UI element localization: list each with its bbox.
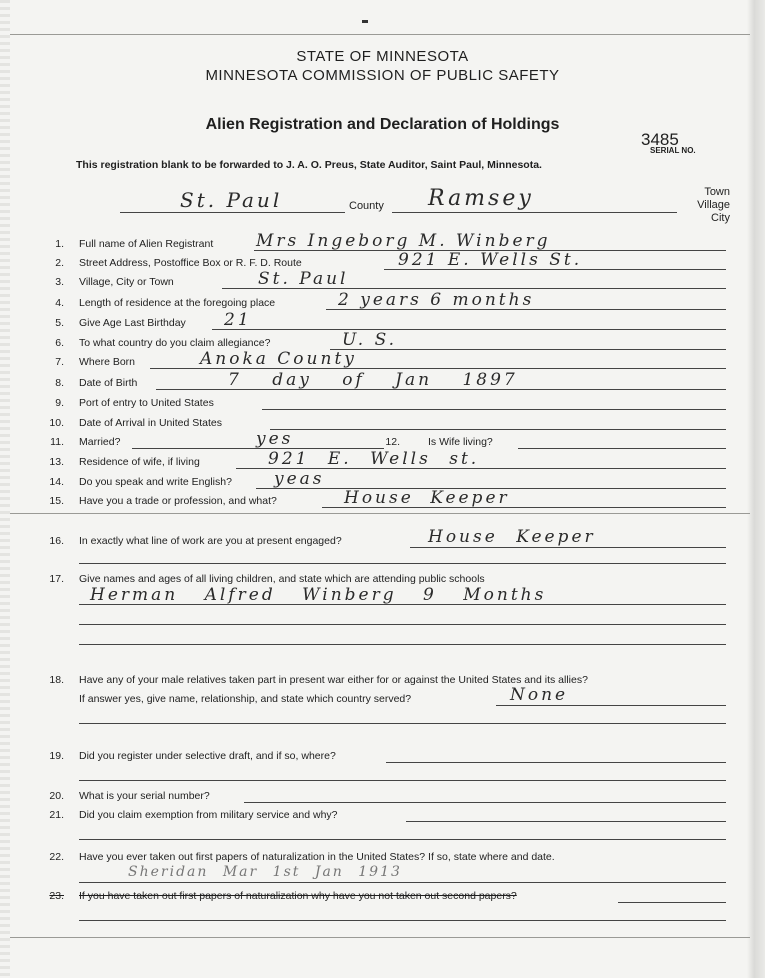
field-4-number: 4. [55, 297, 64, 309]
field-12-label: Is Wife living? [428, 436, 493, 448]
field-8-label: Date of Birth [79, 377, 138, 389]
field-2-value: 921 E. Wells St. [398, 250, 583, 270]
commission-heading: MINNESOTA COMMISSION OF PUBLIC SAFETY [205, 67, 560, 84]
field-9-number: 9. [55, 397, 64, 409]
field-22-label: Have you ever taken out first papers of naturalization in the United States? If so, state where and date. [79, 851, 555, 863]
field-6-number: 6. [55, 337, 64, 349]
field-20-rule [244, 802, 726, 803]
town-value: St. Paul [180, 188, 283, 212]
field-16-value: House Keeper [428, 527, 596, 547]
field-19-number: 19. [49, 750, 64, 762]
field-19-rule-2 [79, 780, 726, 781]
field-10-rule [270, 429, 726, 430]
field-13-number: 13. [49, 456, 64, 468]
serial-label: SERIAL NO. [650, 146, 696, 155]
field-4-rule [326, 309, 726, 310]
field-1-number: 1. [55, 238, 64, 250]
field-8-number: 8. [55, 377, 64, 389]
field-8-value: 7 day of Jan 1897 [228, 370, 518, 390]
field-11-value: yes [256, 429, 294, 449]
hole-mark [362, 20, 368, 23]
field-18-label-2: If answer yes, give name, relationship, and state which country served? [79, 693, 412, 705]
field-21-rule-2 [79, 839, 726, 840]
field-15-rule [322, 507, 726, 508]
field-7-number: 7. [55, 356, 64, 368]
state-heading: STATE OF MINNESOTA [296, 48, 469, 65]
field-7-value: Anoka County [200, 349, 357, 369]
field-23-number: 23. [49, 890, 64, 902]
village-label: Village [697, 199, 730, 211]
field-3-number: 3. [55, 276, 64, 288]
field-15-value: House Keeper [344, 488, 510, 508]
field-17-rule-2 [79, 624, 726, 625]
field-19-label: Did you register under selective draft, and if so, where? [79, 750, 336, 762]
field-4-value: 2 years 6 months [338, 290, 535, 310]
field-18-rule [496, 705, 726, 706]
field-3-rule [222, 288, 726, 289]
city-label: City [711, 212, 730, 224]
field-1-label: Full name of Alien Registrant [79, 238, 214, 250]
field-16-number: 16. [49, 535, 64, 547]
field-5-value: 21 [224, 310, 252, 330]
field-21-label: Did you claim exemption from military service and why? [79, 809, 338, 821]
field-18-label: Have any of your male relatives taken part in present war either for or against the United States and its allies? [79, 674, 588, 686]
field-18-number: 18. [49, 674, 64, 686]
field-23-label: If you have taken out first papers of naturalization why have you not taken out second papers? [79, 890, 517, 902]
field-14-number: 14. [49, 476, 64, 488]
field-5-label: Give Age Last Birthday [79, 317, 186, 329]
field-10-label: Date of Arrival in United States [79, 417, 222, 429]
field-13-label: Residence of wife, if living [79, 456, 200, 468]
field-6-label: To what country do you claim allegiance? [79, 337, 271, 349]
field-22-value: Sheridan Mar 1st Jan 1913 [128, 864, 402, 880]
field-4-label: Length of residence at the foregoing place [79, 297, 276, 309]
field-9-rule [262, 409, 726, 410]
field-10-number: 10. [49, 417, 64, 429]
field-5-rule [212, 329, 726, 330]
field-19-rule [386, 762, 726, 763]
field-21-rule [406, 821, 726, 822]
field-16-label: In exactly what line of work are you at present engaged? [79, 535, 342, 547]
county-value: Ramsey [428, 186, 534, 211]
form-title: Alien Registration and Declaration of Holdings [205, 116, 560, 133]
field-17-rule-3 [79, 644, 726, 645]
field-13-value: 921 E. Wells st. [268, 449, 480, 469]
scan-edge-right [747, 0, 765, 978]
town-rule [120, 212, 345, 213]
field-16-rule [410, 547, 726, 548]
field-12-rule [518, 448, 726, 449]
field-9-label: Port of entry to United States [79, 397, 214, 409]
field-23-rule-2 [79, 920, 726, 921]
field-17-number: 17. [49, 573, 64, 585]
field-20-number: 20. [49, 790, 64, 802]
field-2-label: Street Address, Postoffice Box or R. F. D. Route [79, 257, 302, 269]
field-7-label: Where Born [79, 356, 136, 368]
field-22-number: 22. [49, 851, 64, 863]
field-14-label: Do you speak and write English? [79, 476, 232, 488]
field-14-value: yeas [274, 469, 325, 489]
county-label: County [349, 200, 384, 212]
field-6-value: U. S. [342, 330, 398, 350]
field-5-number: 5. [55, 317, 64, 329]
field-17-value: Herman Alfred Winberg 9 Months [90, 585, 547, 605]
field-2-number: 2. [55, 257, 64, 269]
field-15-number: 15. [49, 495, 64, 507]
field-17-rule [79, 604, 726, 605]
field-17-label: Give names and ages of all living children, and state which are attending public schools [79, 573, 485, 585]
fold-line [10, 34, 750, 35]
fold-line-mid [10, 513, 750, 514]
field-20-label: What is your serial number? [79, 790, 210, 802]
field-22-rule [79, 882, 726, 883]
field-11-label: Married? [79, 436, 121, 448]
field-3-value: St. Paul [258, 269, 349, 289]
scan-edge-left [0, 0, 10, 978]
field-18-value: None [510, 685, 569, 705]
field-12-number: 12. [385, 436, 400, 448]
field-1-value: Mrs Ingeborg M. Winberg [256, 231, 551, 251]
serial-number: 3485 [641, 130, 679, 149]
field-7-rule [150, 368, 726, 369]
field-15-label: Have you a trade or profession, and what? [79, 495, 277, 507]
town-village-city-labels [682, 186, 730, 225]
field-21-number: 21. [49, 809, 64, 821]
field-16-rule-2 [79, 563, 726, 564]
field-11-number: 11. [50, 436, 64, 448]
fold-line-bottom [10, 937, 750, 938]
forwarding-note: This registration blank to be forwarded to J. A. O. Preus, State Auditor, Saint Paul, Minnesota. [76, 159, 542, 171]
field-23-rule [618, 902, 726, 903]
field-18-rule-2 [79, 723, 726, 724]
field-8-rule [156, 389, 726, 390]
field-6-rule [330, 349, 726, 350]
field-3-label: Village, City or Town [79, 276, 174, 288]
town-label: Town [704, 186, 730, 198]
field-2-rule [384, 269, 726, 270]
county-rule [392, 212, 677, 213]
